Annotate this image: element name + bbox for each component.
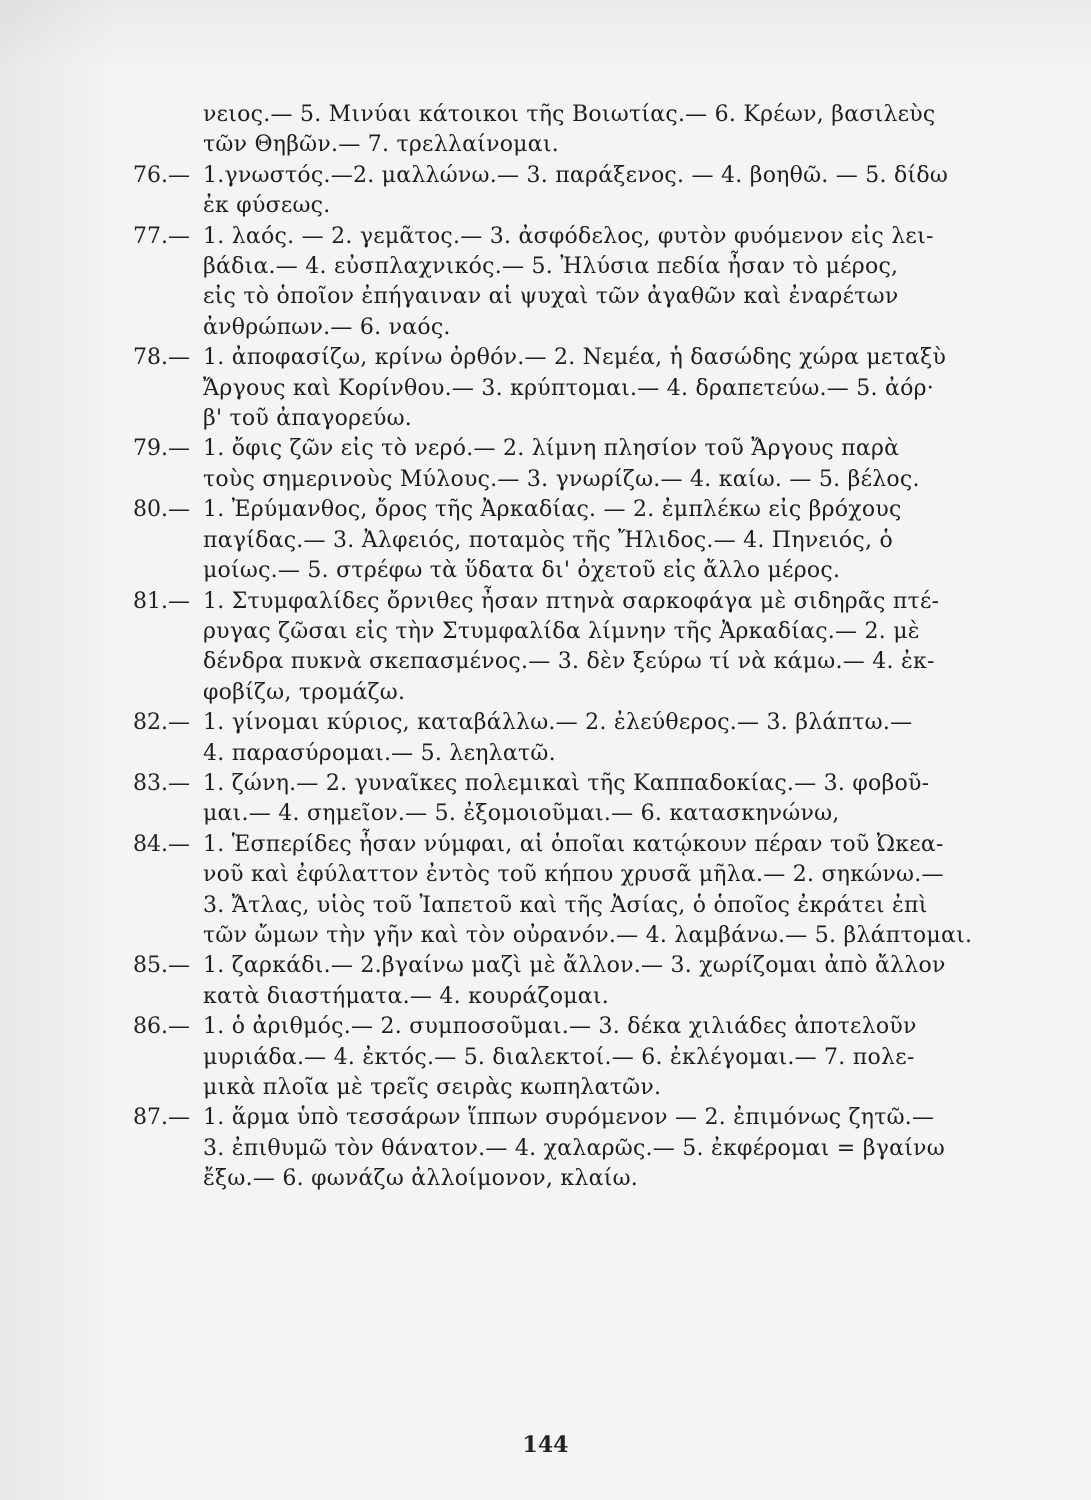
page-number: 144 bbox=[522, 1432, 569, 1458]
entry-83 bbox=[133, 769, 1003, 830]
text-line: 1. ζαρκάδι.— 2.βγαίνω μαζὶ μὲ ἄλλον.— 3. χωρίζομαι ἀπὸ ἄλλον bbox=[203, 953, 946, 979]
text-line: νειος.— 5. Μινύαι κάτοικοι τῆς Βοιωτίας.— 6. Κρέων, βασιλεὺς bbox=[203, 102, 936, 127]
entry-number: 86.— bbox=[133, 1014, 190, 1040]
text-line: 4. παρασύρομαι.— 5. λεηλατῶ. bbox=[203, 740, 556, 766]
page-top-shadow bbox=[0, 0, 1091, 70]
text-line: κατὰ διαστήματα.— 4. κουράζομαι. bbox=[203, 983, 609, 1009]
text-line: 1.γνωστός.—2. μαλλώνω.— 3. παράξενος. — 4. βοηθῶ. — 5. δίδω bbox=[203, 162, 949, 188]
text-line: 1. ἅρμα ὑπὸ τεσσάρων ἵππων συρόμενον — 2. ἐπιμόνως ζητῶ.— bbox=[203, 1105, 935, 1131]
entry-number: 78.— bbox=[133, 345, 190, 371]
text-line: 1. ἀποφασίζω, κρίνω ὀρθόν.— 2. Νεμέα, ἡ δασώδης χώρα μεταξὺ bbox=[203, 345, 947, 371]
entry-number: 84.— bbox=[133, 831, 190, 857]
entry-76 bbox=[133, 161, 1003, 222]
text-line: μυριάδα.— 4. ἐκτός.— 5. διαλεκτοί.— 6. ἐκλέγομαι.— 7. πολε- bbox=[203, 1044, 915, 1070]
text-line: τῶν Θηβῶν.— 7. τρελλαίνομαι. bbox=[203, 132, 559, 158]
text-line: 1. Ἐρύμανθος, ὄρος τῆς Ἀρκαδίας. — 2. ἐμπλέκω εἰς βρόχους bbox=[203, 497, 902, 523]
text-line: μαι.— 4. σημεῖον.— 5. ἐξομοιοῦμαι.— 6. κατασκηνώνω, bbox=[203, 801, 840, 827]
entry-number: 85.— bbox=[133, 953, 190, 979]
entry-number: 77.— bbox=[133, 223, 190, 249]
text-line: ἐκ φύσεως. bbox=[203, 193, 331, 219]
text-line: 1. γίνομαι κύριος, καταβάλλω.— 2. ἐλεύθερος.— 3. βλάπτω.— bbox=[203, 710, 913, 736]
entry-86 bbox=[133, 1012, 1003, 1103]
text-line: δένδρα πυκνὰ σκεπασμένος.— 3. δὲν ξεύρω τί νὰ κάμω.— 4. ἐκ- bbox=[203, 649, 935, 675]
entry-85 bbox=[133, 951, 1003, 1012]
text-line: β' τοῦ ἀπαγορεύω. bbox=[203, 406, 412, 432]
text-line: παγίδας.— 3. Ἀλφειός, ποταμὸς τῆς Ἤλιδος.— 4. Πηνειός, ὁ bbox=[203, 527, 893, 553]
entry-number: 79.— bbox=[133, 436, 190, 462]
glossary-entries bbox=[133, 100, 1003, 1195]
entry-78 bbox=[133, 343, 1003, 434]
entry-82 bbox=[133, 708, 1003, 769]
text-line: εἰς τὸ ὁποῖον ἐπήγαιναν αἱ ψυχαὶ τῶν ἀγαθῶν καὶ ἐναρέτων bbox=[203, 284, 899, 310]
text-line: 1. Στυμφαλίδες ὄρνιθες ἦσαν πτηνὰ σαρκοφάγα μὲ σιδηρᾶς πτέ- bbox=[203, 588, 940, 614]
text-line: βάδια.— 4. εὐσπλαχνικός.— 5. Ἠλύσια πεδία ἦσαν τὸ μέρος, bbox=[203, 254, 899, 280]
text-line: μικὰ πλοῖα μὲ τρεῖς σειρὰς κωπηλατῶν. bbox=[203, 1075, 662, 1100]
entry-84 bbox=[133, 830, 1003, 952]
entry-81 bbox=[133, 587, 1003, 709]
entry-number: 80.— bbox=[133, 497, 190, 523]
entry-77 bbox=[133, 222, 1003, 344]
text-line: ρυγας ζῶσαι εἰς τὴν Στυμφαλίδα λίμνην τῆς Ἀρκαδίας.— 2. μὲ bbox=[203, 618, 920, 644]
page-shadow bbox=[0, 0, 120, 1500]
text-line: τῶν ὤμων τὴν γῆν καὶ τὸν οὐρανόν.— 4. λαμβάνω.— 5. βλάπτομαι. bbox=[203, 922, 973, 948]
text-line: 3. Ἄτλας, υἱὸς τοῦ Ἰαπετοῦ καὶ τῆς Ἀσίας, ὁ ὁποῖος ἐκράτει ἐπὶ bbox=[203, 892, 928, 918]
text-line: μοίως.— 5. στρέφω τὰ ὕδατα δι' ὀχετοῦ εἰς ἄλλο μέρος. bbox=[203, 558, 841, 584]
entry-number: 82.— bbox=[133, 710, 190, 736]
entry-number: 76.— bbox=[133, 162, 190, 188]
text-line: 1. ζώνη.— 2. γυναῖκες πολεμικαὶ τῆς Καππαδοκίας.— 3. φοβοῦ- bbox=[203, 770, 930, 796]
text-line: 1. ὁ ἀριθμός.— 2. συμποσοῦμαι.— 3. δέκα χιλιάδες ἀποτελοῦν bbox=[203, 1014, 917, 1040]
text-line: Ἄργους καὶ Κορίνθου.— 3. κρύπτομαι.— 4. δραπετεύω.— 5. ἀόρ· bbox=[203, 375, 935, 401]
entry-number: 81.— bbox=[133, 588, 190, 614]
text-line: 1. ὄφις ζῶν εἰς τὸ νερό.— 2. λίμνη πλησίον τοῦ Ἄργους παρὰ bbox=[203, 436, 900, 462]
entry-79 bbox=[133, 434, 1003, 495]
entry-87 bbox=[133, 1103, 1003, 1194]
text-line: 3. ἐπιθυμῶ τὸν θάνατον.— 4. χαλαρῶς.— 5. ἐκφέρομαι = βγαίνω bbox=[203, 1135, 945, 1161]
text-line: 1. λαός. — 2. γεμᾶτος.— 3. ἀσφόδελος, φυτὸν φυόμενον εἰς λει- bbox=[203, 223, 934, 249]
text-line: φοβίζω, τρομάζω. bbox=[203, 679, 406, 705]
text-line: ἔξω.— 6. φωνάζω ἀλλοίμονον, κλαίω. bbox=[203, 1166, 639, 1192]
text-line: ἀνθρώπων.— 6. ναός. bbox=[203, 314, 451, 340]
entry-80 bbox=[133, 495, 1003, 586]
continuation-entry bbox=[133, 100, 1003, 161]
entry-number: 83.— bbox=[133, 770, 190, 796]
text-line: νοῦ καὶ ἐφύλαττον ἐντὸς τοῦ κήπου χρυσᾶ μῆλα.— 2. σηκώνω.— bbox=[203, 862, 944, 888]
text-line: 1. Ἑσπερίδες ἦσαν νύμφαι, αἱ ὁποῖαι κατῴκουν πέραν τοῦ Ὠκεα- bbox=[203, 831, 944, 857]
entry-number: 87.— bbox=[133, 1105, 190, 1131]
text-line: τοὺς σημερινοὺς Μύλους.— 3. γνωρίζω.— 4. καίω. — 5. βέλος. bbox=[203, 466, 920, 492]
